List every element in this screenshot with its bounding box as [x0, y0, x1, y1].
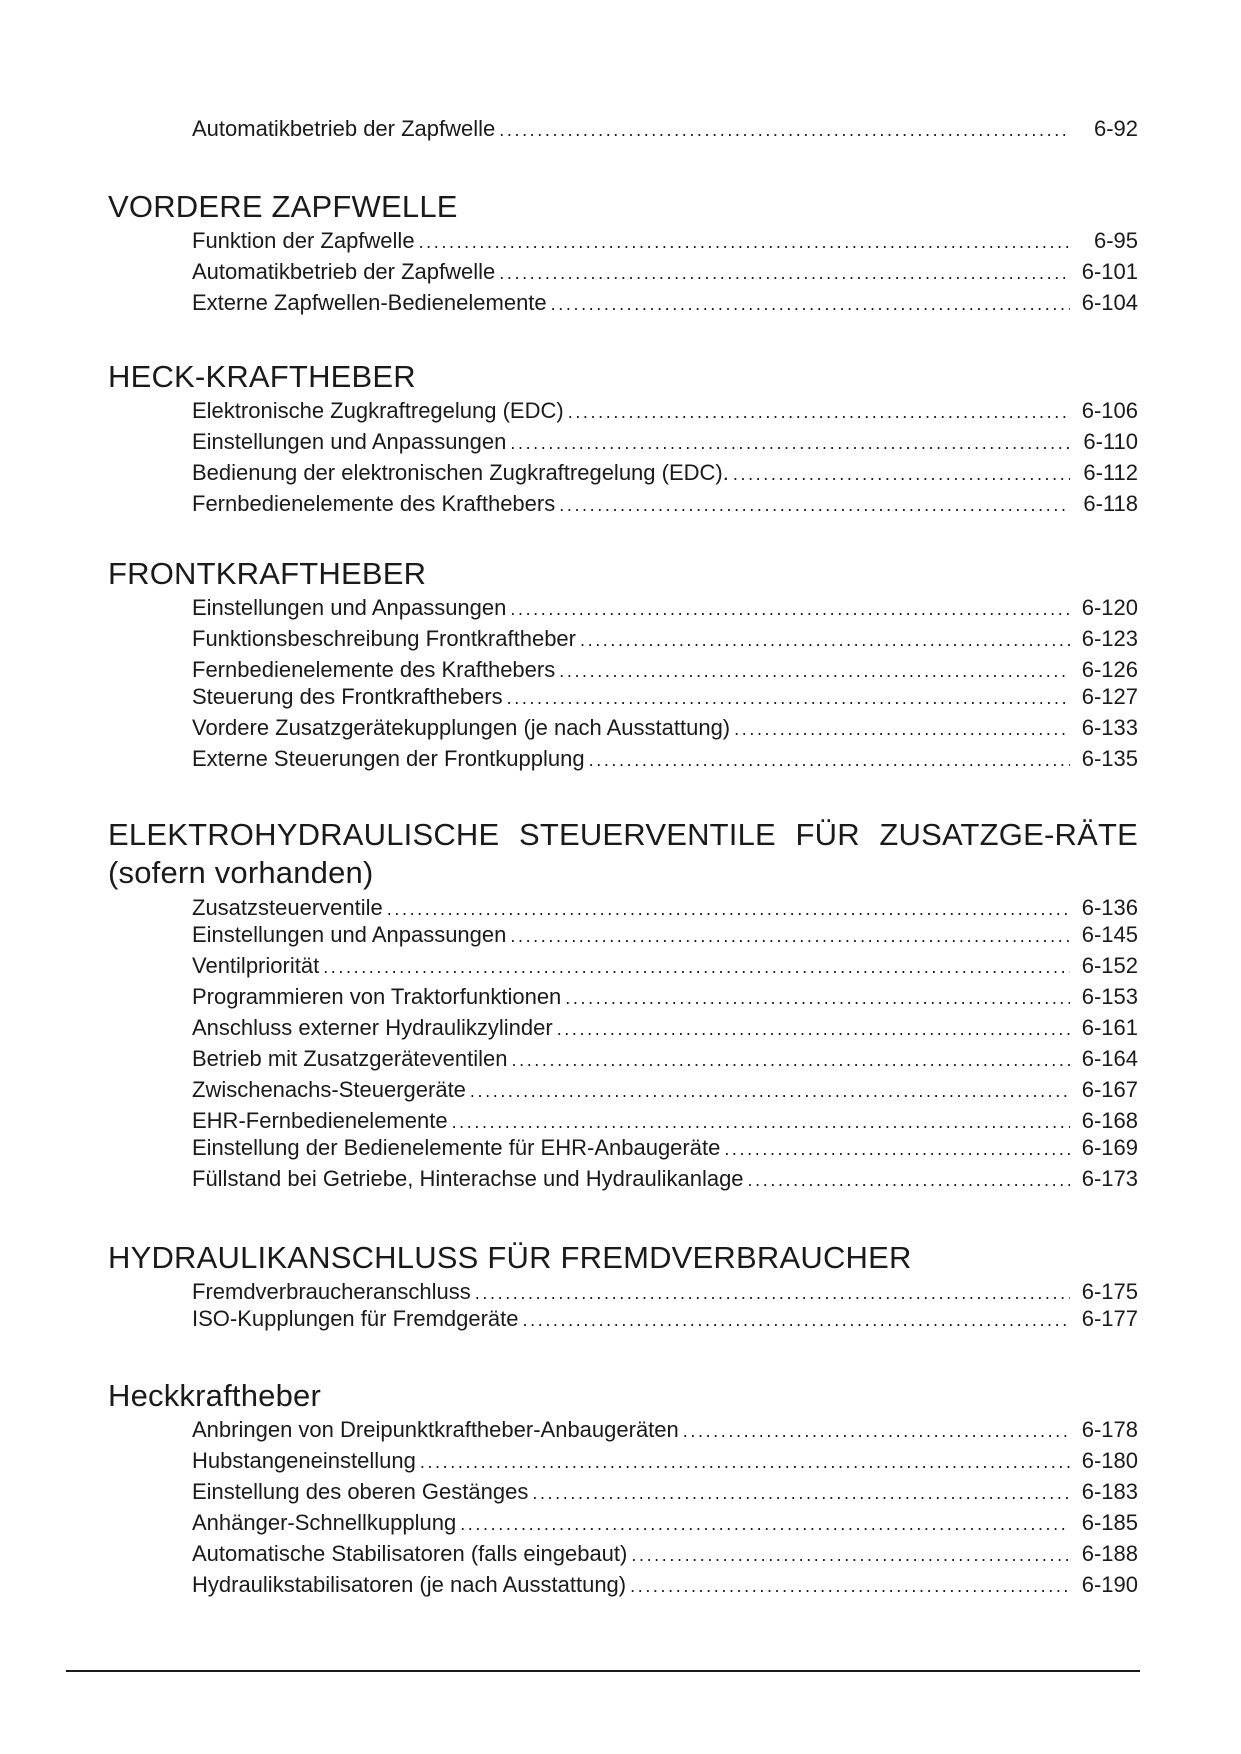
toc-entry-label: Einstellung der Bedienelemente für EHR-Anbaugeräte — [192, 1135, 721, 1160]
toc-entry-page: 6-127 — [1081, 684, 1138, 709]
toc-entries — [192, 592, 1138, 774]
toc-entry-page: 6-173 — [1081, 1166, 1138, 1191]
toc-entry-label: Programmieren von Traktorfunktionen — [192, 984, 562, 1009]
dot-leader — [420, 1447, 1070, 1478]
toc-entry-label: Anhänger-Schnellkupplung — [192, 1510, 457, 1535]
toc-entry-page: 6-118 — [1083, 491, 1138, 516]
dot-leader — [323, 952, 1070, 983]
toc-entry[interactable] — [192, 950, 1138, 981]
toc-entry-page: 6-153 — [1081, 984, 1138, 1009]
toc-entry-label: Anschluss externer Hydraulikzylinder — [192, 1015, 553, 1040]
dot-leader — [510, 594, 1070, 625]
dot-leader — [559, 490, 1070, 521]
toc-entry-label: Vordere Zusatzgerätekupplungen (je nach Ausstattung) — [192, 715, 731, 740]
toc-entry[interactable] — [192, 1074, 1138, 1105]
toc-entry-label: Externe Steuerungen der Frontkupplung — [192, 746, 585, 771]
toc-entry-label: Funktionsbeschreibung Frontkraftheber — [192, 626, 576, 651]
dot-leader — [630, 1571, 1070, 1602]
toc-entry-label: Füllstand bei Getriebe, Hinterachse und Hydraulikanlage — [192, 1166, 744, 1191]
toc-entry[interactable] — [192, 1476, 1138, 1507]
toc-entry[interactable] — [192, 1163, 1138, 1194]
toc-section-frontkraftheber — [108, 556, 1138, 774]
dot-leader — [499, 115, 1070, 146]
dot-leader — [748, 1165, 1070, 1196]
toc-entry-page: 6-126 — [1081, 657, 1138, 682]
toc-entry-label: Automatikbetrieb der Zapfwelle — [192, 259, 496, 284]
dot-leader — [470, 1076, 1070, 1107]
toc-entries — [192, 1276, 1138, 1334]
dot-leader — [557, 1014, 1070, 1045]
toc-entry[interactable] — [192, 981, 1138, 1012]
toc-entry[interactable] — [192, 654, 1138, 681]
toc-entry-label: Funktion der Zapfwelle — [192, 228, 415, 253]
toc-entry[interactable] — [192, 743, 1138, 774]
toc-entry[interactable] — [192, 225, 1138, 256]
toc-entry-page: 6-152 — [1081, 953, 1138, 978]
toc-section-elektrohydraulische-steuerventile — [108, 816, 1138, 1194]
toc-entry-label: Zusatzsteuerventile — [192, 895, 383, 920]
dot-leader — [532, 1478, 1070, 1509]
toc-entry-label: Fernbedienelemente des Krafthebers — [192, 491, 556, 516]
toc-entry-page: 6-183 — [1081, 1479, 1138, 1504]
toc-entry[interactable] — [192, 1507, 1138, 1538]
toc-entry[interactable] — [192, 395, 1138, 426]
toc-entry-page: 6-120 — [1081, 595, 1138, 620]
toc-entry-page: 6-123 — [1081, 626, 1138, 651]
toc-entry-page: 6-104 — [1081, 290, 1138, 315]
toc-entry-page: 6-136 — [1081, 895, 1138, 920]
toc-entry-page: 6-175 — [1081, 1279, 1138, 1304]
toc-entry-page: 6-135 — [1081, 746, 1138, 771]
toc-entry[interactable] — [192, 1132, 1138, 1163]
toc-entries — [192, 113, 1138, 144]
toc-entry[interactable] — [192, 1445, 1138, 1476]
toc-entries — [192, 1414, 1138, 1600]
toc-entry-label: Fremdverbraucheranschluss — [192, 1279, 471, 1304]
dot-leader — [565, 983, 1070, 1014]
dot-leader — [724, 1134, 1070, 1165]
toc-entry-label: Hubstangeneinstellung — [192, 1448, 416, 1473]
toc-entry-page: 6-101 — [1081, 259, 1138, 284]
toc-entry-label: Einstellungen und Anpassungen — [192, 429, 507, 454]
toc-entry-page: 6-169 — [1081, 1135, 1138, 1160]
toc-entry[interactable] — [192, 113, 1138, 144]
toc-entry-label: EHR-Fernbedienelemente — [192, 1108, 448, 1133]
toc-entry-page: 6-133 — [1081, 715, 1138, 740]
toc-entry[interactable] — [192, 1303, 1138, 1334]
section-title: VORDERE ZAPFWELLE — [108, 189, 458, 224]
toc-entry[interactable] — [192, 1043, 1138, 1074]
toc-entry-page: 6-180 — [1081, 1448, 1138, 1473]
toc-entry[interactable] — [192, 256, 1138, 287]
toc-entry-label: Externe Zapfwellen-Bedienelemente — [192, 290, 547, 315]
toc-entry-label: Einstellungen und Anpassungen — [192, 922, 507, 947]
toc-entry-label: Steuerung des Frontkrafthebers — [192, 684, 503, 709]
toc-entry-label: Fernbedienelemente des Krafthebers — [192, 657, 556, 682]
toc-section-zapfwelle-continued — [108, 113, 1138, 144]
toc-entry-label: Bedienung der elektronischen Zugkraftregelung (EDC). — [192, 460, 729, 485]
toc-entry[interactable] — [192, 1569, 1138, 1600]
toc-entry-label: Automatische Stabilisatoren (falls eingebaut) — [192, 1541, 628, 1566]
toc-section-heckkraftheber — [108, 1378, 1138, 1600]
toc-entries — [192, 395, 1138, 519]
toc-entry-label: Zwischenachs-Steuergeräte — [192, 1077, 466, 1102]
toc-entry-page: 6-178 — [1081, 1417, 1138, 1442]
toc-entry[interactable] — [192, 1538, 1138, 1569]
section-title: HYDRAULIKANSCHLUSS FÜR FREMDVERBRAUCHER — [108, 1240, 912, 1275]
toc-entry-page: 6-95 — [1093, 228, 1138, 253]
dot-leader — [499, 258, 1070, 289]
toc-entry[interactable] — [192, 457, 1138, 488]
dot-leader — [460, 1509, 1070, 1540]
dot-leader — [523, 1305, 1070, 1336]
toc-entry-page: 6-167 — [1081, 1077, 1138, 1102]
section-title: ELEKTROHYDRAULISCHE STEUERVENTILE FÜR ZUSATZGE-RÄTE (sofern vorhanden) — [108, 817, 1138, 890]
dot-leader — [683, 1416, 1070, 1447]
toc-entry-page: 6-190 — [1081, 1572, 1138, 1597]
section-title: HECK-KRAFTHEBER — [108, 359, 416, 394]
toc-entry-label: Elektronische Zugkraftregelung (EDC) — [192, 398, 564, 423]
toc-entries — [192, 225, 1138, 318]
toc-entry[interactable] — [192, 623, 1138, 654]
toc-entry-label: Betrieb mit Zusatzgeräteventilen — [192, 1046, 508, 1071]
dot-leader — [510, 428, 1070, 459]
toc-entry[interactable] — [192, 681, 1138, 712]
toc-entry-page: 6-106 — [1081, 398, 1138, 423]
toc-entry-page: 6-185 — [1081, 1510, 1138, 1535]
toc-entry-page: 6-177 — [1081, 1306, 1138, 1331]
dot-leader — [510, 921, 1070, 952]
toc-entry[interactable] — [192, 1105, 1138, 1132]
toc-entry[interactable] — [192, 592, 1138, 623]
dot-leader — [507, 683, 1070, 714]
toc-entry[interactable] — [192, 892, 1138, 919]
toc-entry[interactable] — [192, 712, 1138, 743]
toc-entry-page: 6-110 — [1083, 429, 1138, 454]
toc-entry-label: Hydraulikstabilisatoren (je nach Ausstattung) — [192, 1572, 627, 1597]
toc-entry-page: 6-188 — [1081, 1541, 1138, 1566]
toc-entry-page: 6-112 — [1083, 460, 1138, 485]
section-title: Heckkraftheber — [108, 1378, 322, 1413]
toc-entry-label: ISO-Kupplungen für Fremdgeräte — [192, 1306, 519, 1331]
toc-section-vordere-zapfwelle — [108, 189, 1138, 318]
toc-entry[interactable] — [192, 1012, 1138, 1043]
toc-entry[interactable] — [192, 488, 1138, 519]
toc-entry-page: 6-145 — [1081, 922, 1138, 947]
section-title: FRONTKRAFTHEBER — [108, 556, 427, 591]
toc-entry-page: 6-168 — [1081, 1108, 1138, 1133]
toc-entry[interactable] — [192, 426, 1138, 457]
toc-entry[interactable] — [192, 919, 1138, 950]
toc-entry-page: 6-161 — [1081, 1015, 1138, 1040]
toc-entry-page: 6-164 — [1081, 1046, 1138, 1071]
toc-section-hydraulikanschluss — [108, 1240, 1138, 1334]
dot-leader — [631, 1540, 1070, 1571]
toc-entry-label: Einstellungen und Anpassungen — [192, 595, 507, 620]
dot-leader — [551, 289, 1070, 320]
dot-leader — [568, 397, 1070, 428]
toc-entry[interactable] — [192, 1414, 1138, 1445]
dot-leader — [733, 459, 1070, 490]
dot-leader — [589, 745, 1070, 776]
toc-entry[interactable] — [192, 1276, 1138, 1303]
toc-entry-label: Einstellung des oberen Gestänges — [192, 1479, 529, 1504]
dot-leader — [512, 1045, 1071, 1076]
footer-rule — [66, 1670, 1140, 1672]
toc-section-heck-kraftheber — [108, 359, 1138, 519]
toc-entry-label: Ventilpriorität — [192, 953, 320, 978]
toc-entries — [192, 892, 1138, 1194]
toc-entry-label: Automatikbetrieb der Zapfwelle — [192, 116, 496, 141]
toc-entry-label: Anbringen von Dreipunktkraftheber-Anbaugeräten — [192, 1417, 679, 1442]
dot-leader — [580, 625, 1070, 656]
toc-entry-page: 6-92 — [1093, 116, 1138, 141]
dot-leader — [419, 227, 1070, 258]
dot-leader — [734, 714, 1070, 745]
toc-entry[interactable] — [192, 287, 1138, 318]
